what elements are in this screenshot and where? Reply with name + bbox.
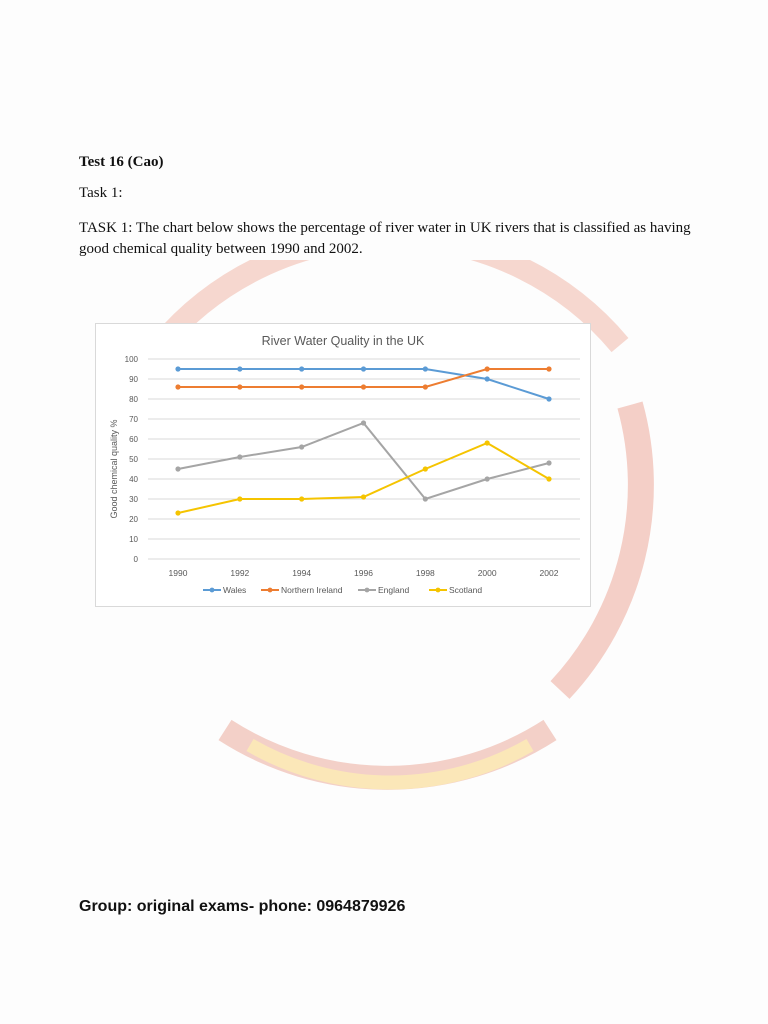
data-point <box>546 396 551 401</box>
x-tick-label: 1990 <box>168 568 188 578</box>
footer-contact: Group: original exams- phone: 0964879926 <box>79 898 406 915</box>
data-point <box>546 460 551 465</box>
data-point <box>423 366 428 371</box>
data-point <box>237 366 242 371</box>
chart-canvas <box>96 324 590 606</box>
y-tick-label: 70 <box>129 415 138 424</box>
data-point <box>299 496 304 501</box>
legend-marker <box>268 588 273 593</box>
data-point <box>299 444 304 449</box>
legend-label: England <box>378 585 410 595</box>
data-point <box>299 384 304 389</box>
y-tick-label: 60 <box>129 435 138 444</box>
x-tick-label: 1998 <box>415 568 435 578</box>
y-tick-label: 50 <box>129 455 138 464</box>
legend-marker <box>436 588 441 593</box>
data-point <box>423 496 428 501</box>
data-point <box>175 466 180 471</box>
data-point <box>175 384 180 389</box>
data-point <box>361 366 366 371</box>
y-tick-label: 10 <box>129 535 138 544</box>
series-line-england <box>178 423 549 499</box>
y-tick-label: 0 <box>133 555 138 564</box>
task-label: Task 1: <box>79 185 123 201</box>
x-tick-label: 1994 <box>292 568 312 578</box>
data-point <box>485 376 490 381</box>
y-tick-label: 100 <box>124 355 138 364</box>
page-heading: Test 16 (Cao) <box>79 154 164 170</box>
data-point <box>361 384 366 389</box>
x-tick-label: 2002 <box>539 568 559 578</box>
x-tick-label: 1996 <box>354 568 373 578</box>
y-tick-label: 80 <box>129 395 138 404</box>
chart-title: River Water Quality in the UK <box>261 334 425 348</box>
data-point <box>237 496 242 501</box>
legend-marker <box>210 588 215 593</box>
series-line-wales <box>178 369 549 399</box>
y-tick-label: 90 <box>129 375 138 384</box>
data-point <box>423 466 428 471</box>
task-description: TASK 1: The chart below shows the percentage of river water in UK rivers that is classified as having good chemical quality between 1990 and 2002. <box>79 218 715 260</box>
data-point <box>299 366 304 371</box>
data-point <box>361 494 366 499</box>
y-tick-label: 20 <box>129 515 138 524</box>
data-point <box>175 366 180 371</box>
data-point <box>175 510 180 515</box>
data-point <box>237 454 242 459</box>
y-tick-label: 30 <box>129 495 138 504</box>
y-tick-label: 40 <box>129 475 138 484</box>
data-point <box>546 366 551 371</box>
legend-marker <box>365 588 370 593</box>
data-point <box>423 384 428 389</box>
line-chart <box>95 323 591 607</box>
legend-label: Wales <box>223 585 247 595</box>
legend-label: Northern Ireland <box>281 585 343 595</box>
data-point <box>546 476 551 481</box>
data-point <box>485 476 490 481</box>
x-tick-label: 2000 <box>477 568 497 578</box>
y-axis-label: Good chemical quality % <box>109 419 119 519</box>
data-point <box>237 384 242 389</box>
legend-label: Scotland <box>449 585 483 595</box>
x-tick-label: 1992 <box>230 568 250 578</box>
data-point <box>485 366 490 371</box>
data-point <box>361 420 366 425</box>
series-line-northern-ireland <box>178 369 549 387</box>
data-point <box>485 440 490 445</box>
